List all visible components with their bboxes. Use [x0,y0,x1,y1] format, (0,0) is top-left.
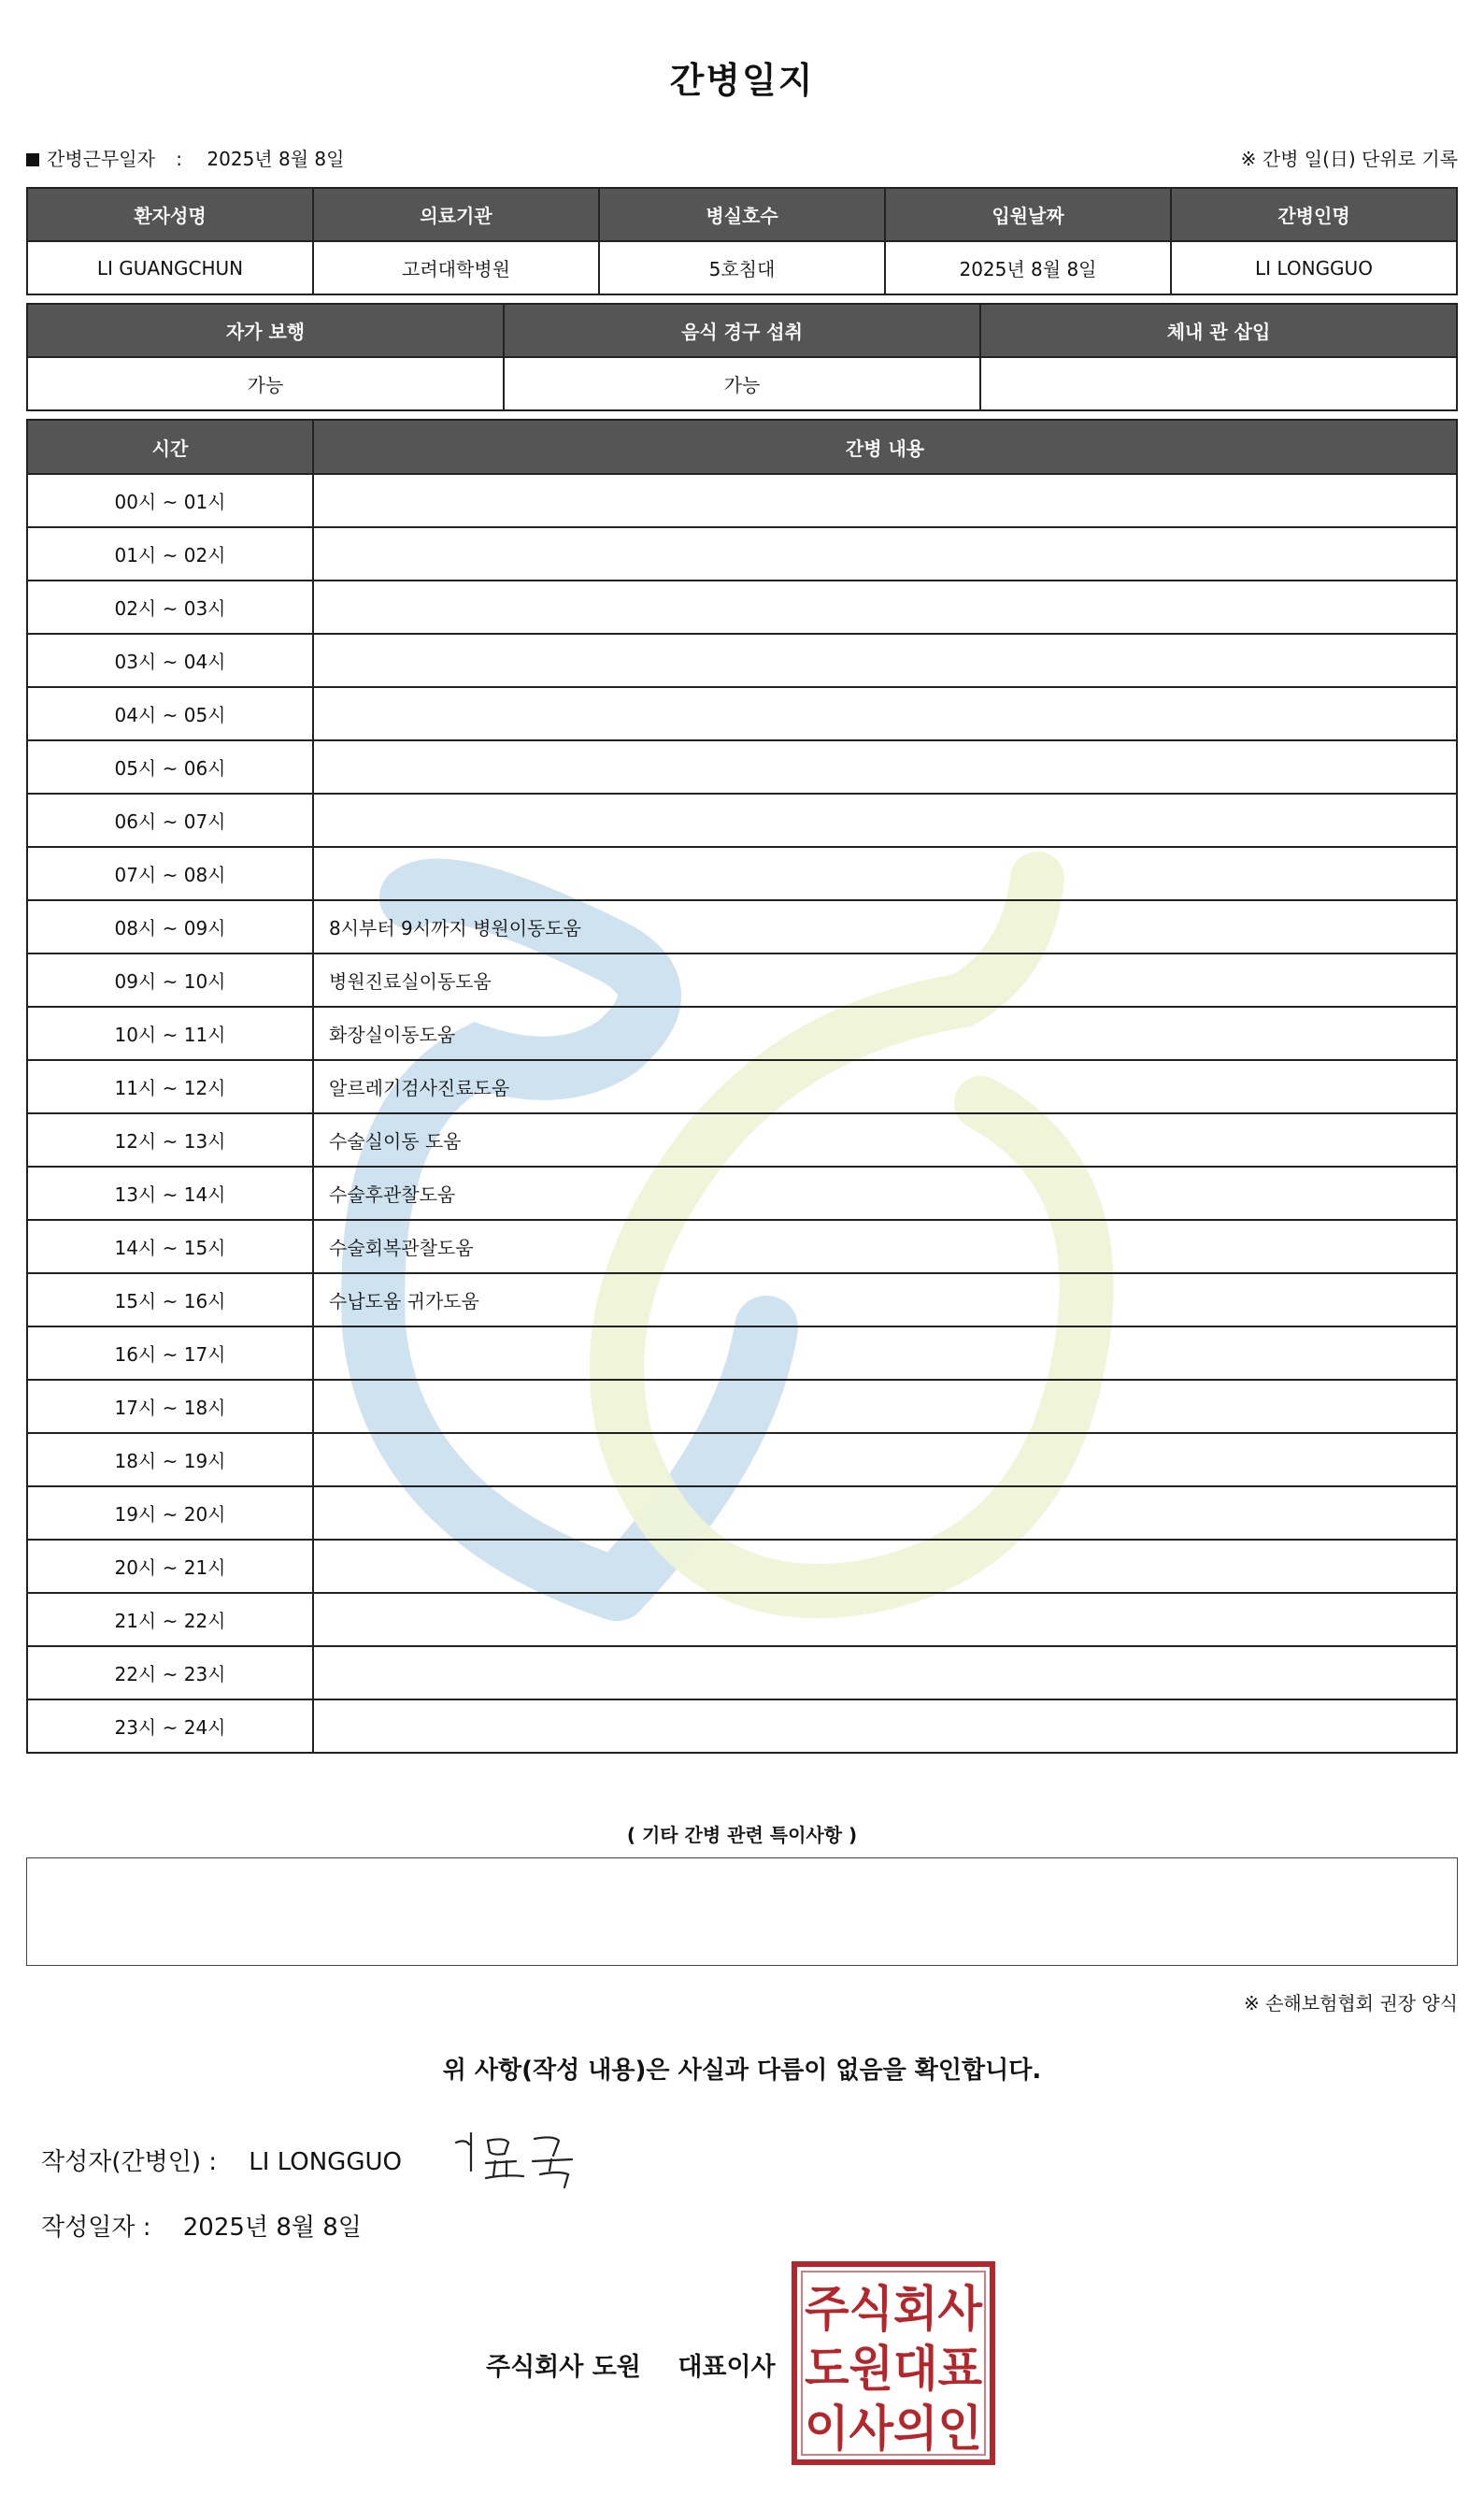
care-log-content [313,847,1457,900]
care-log-row [27,847,1457,900]
patient-status-header-row [27,304,1457,357]
care-log-time: 01시 ~ 02시 [27,527,313,581]
work-date-line [26,144,344,171]
care-log-time: 11시 ~ 12시 [27,1060,313,1113]
care-log-time: 21시 ~ 22시 [27,1593,313,1646]
author-label: 작성자(간병인) : [41,2148,218,2176]
care-log-time: 19시 ~ 20시 [27,1486,313,1540]
care-log-content: 화장실이동도움 [313,1007,1457,1060]
care-log-content [313,740,1457,794]
care-log-row [27,1326,1457,1380]
care-log-time: 16시 ~ 17시 [27,1326,313,1380]
care-log-row [27,1540,1457,1593]
author-line [41,2143,402,2177]
caregiver-name-value: LI LONGGUO [1171,241,1457,294]
admission-date-value: 2025년 8월 8일 [885,241,1171,294]
care-log-time: 15시 ~ 16시 [27,1273,313,1326]
care-log-content [313,474,1457,527]
patient-info-table [26,187,1458,295]
care-log-row [27,1433,1457,1486]
hospital-value: 고려대학병원 [313,241,599,294]
care-log-content [313,687,1457,740]
care-log-time: 23시 ~ 24시 [27,1699,313,1753]
care-log-row [27,527,1457,581]
care-log-time: 13시 ~ 14시 [27,1167,313,1220]
work-date-separator: : [176,148,183,170]
header-caregiver-name: 간병인명 [1171,188,1457,241]
care-log-content [313,1326,1457,1380]
care-log-row [27,794,1457,847]
care-log-content [313,634,1457,687]
oral-intake-value: 가능 [504,357,980,410]
care-log-row [27,953,1457,1007]
care-log-time: 00시 ~ 01시 [27,474,313,527]
care-log-content [313,1433,1457,1486]
patient-status-table [26,303,1458,411]
care-log-content: 수술후관찰도움 [313,1167,1457,1220]
care-log-row [27,1060,1457,1113]
header-oral-intake: 음식 경구 섭취 [504,304,980,357]
care-log-content: 수술실이동 도움 [313,1113,1457,1167]
svg-text:이사의인: 이사의인 [805,2401,982,2458]
header-tube-insertion: 체내 관 삽입 [980,304,1457,357]
care-log-row [27,1699,1457,1753]
svg-text:도원대표: 도원대표 [805,2342,982,2398]
work-date-value: 2025년 8월 8일 [207,148,345,170]
care-log-table [26,419,1458,1754]
care-log-content: 수술회복관찰도움 [313,1220,1457,1273]
header-hospital: 의료기관 [313,188,599,241]
care-log-row [27,1646,1457,1699]
handwritten-signature [449,2122,612,2197]
care-log-content [313,794,1457,847]
care-log-content [313,1380,1457,1433]
care-log-row [27,1273,1457,1326]
care-log-row [27,1007,1457,1060]
author-name: LI LONGGUO [249,2148,402,2176]
care-log-time: 08시 ~ 09시 [27,900,313,953]
care-log-row [27,1593,1457,1646]
recommended-form-note: ※ 손해보험협회 권장 양식 [1243,1992,1458,2014]
header-room-number: 병실호수 [599,188,885,241]
written-date-label: 작성일자 : [41,2214,151,2242]
document-title: 간병일지 [669,60,815,101]
care-log-time: 18시 ~ 19시 [27,1433,313,1486]
company-line [486,2346,776,2383]
header-patient-name: 환자성명 [27,188,313,241]
care-log-time: 14시 ~ 15시 [27,1220,313,1273]
tube-insertion-value [980,357,1457,410]
self-walking-value: 가능 [27,357,504,410]
care-log-row [27,634,1457,687]
care-log-time: 17시 ~ 18시 [27,1380,313,1433]
care-log-row [27,474,1457,527]
care-log-content [313,1593,1457,1646]
care-log-content [313,1646,1457,1699]
care-log-content: 8시부터 9시까지 병원이동도움 [313,900,1457,953]
header-time: 시간 [27,420,313,474]
care-log-row [27,687,1457,740]
care-log-time: 12시 ~ 13시 [27,1113,313,1167]
care-log-row [27,1113,1457,1167]
daily-record-note: ※ 간병 일(日) 단위로 기록 [1240,148,1458,170]
company-representative: 대표이사 [678,2353,776,2382]
care-log-row [27,1486,1457,1540]
care-log-row [27,581,1457,634]
care-log-content: 병원진료실이동도움 [313,953,1457,1007]
care-log-header-row [27,420,1457,474]
remarks-label: ( 기타 간병 관련 특이사항 ) [626,1824,858,1846]
patient-name-value: LI GUANGCHUN [27,241,313,294]
header-admission-date: 입원날짜 [885,188,1171,241]
care-log-content [313,1699,1457,1753]
care-log-time: 05시 ~ 06시 [27,740,313,794]
patient-info-value-row [27,241,1457,294]
work-date-label: 간병근무일자 [47,148,155,170]
care-log-row [27,740,1457,794]
patient-status-value-row [27,357,1457,410]
care-log-time: 03시 ~ 04시 [27,634,313,687]
care-log-row [27,1167,1457,1220]
remarks-box [26,1857,1458,1966]
care-log-time: 10시 ~ 11시 [27,1007,313,1060]
care-log-content [313,581,1457,634]
care-log-body [27,474,1457,1753]
care-log-time: 07시 ~ 08시 [27,847,313,900]
care-log-time: 04시 ~ 05시 [27,687,313,740]
written-date-line [41,2208,362,2243]
care-log-time: 02시 ~ 03시 [27,581,313,634]
header-care-content: 간병 내용 [313,420,1457,474]
care-log-content [313,1486,1457,1540]
care-log-content [313,527,1457,581]
care-log-time: 06시 ~ 07시 [27,794,313,847]
company-seal-stamp [791,2260,996,2466]
header-self-walking: 자가 보행 [27,304,504,357]
written-date-value: 2025년 8월 8일 [182,2214,362,2242]
company-name: 주식회사 도원 [486,2353,641,2382]
care-log-time: 09시 ~ 10시 [27,953,313,1007]
care-log-row [27,1220,1457,1273]
care-log-content: 알르레기검사진료도움 [313,1060,1457,1113]
confirmation-statement: 위 사항(작성 내용)은 사실과 다름이 없음을 확인합니다. [442,2057,1042,2085]
care-log-row [27,1380,1457,1433]
care-log-time: 22시 ~ 23시 [27,1646,313,1699]
room-number-value: 5호침대 [599,241,885,294]
care-log-time: 20시 ~ 21시 [27,1540,313,1593]
bullet-square-icon [26,153,39,166]
care-log-content [313,1540,1457,1593]
care-log-content: 수납도움 귀가도움 [313,1273,1457,1326]
patient-info-header-row [27,188,1457,241]
care-log-row [27,900,1457,953]
svg-text:주식회사: 주식회사 [805,2282,983,2338]
